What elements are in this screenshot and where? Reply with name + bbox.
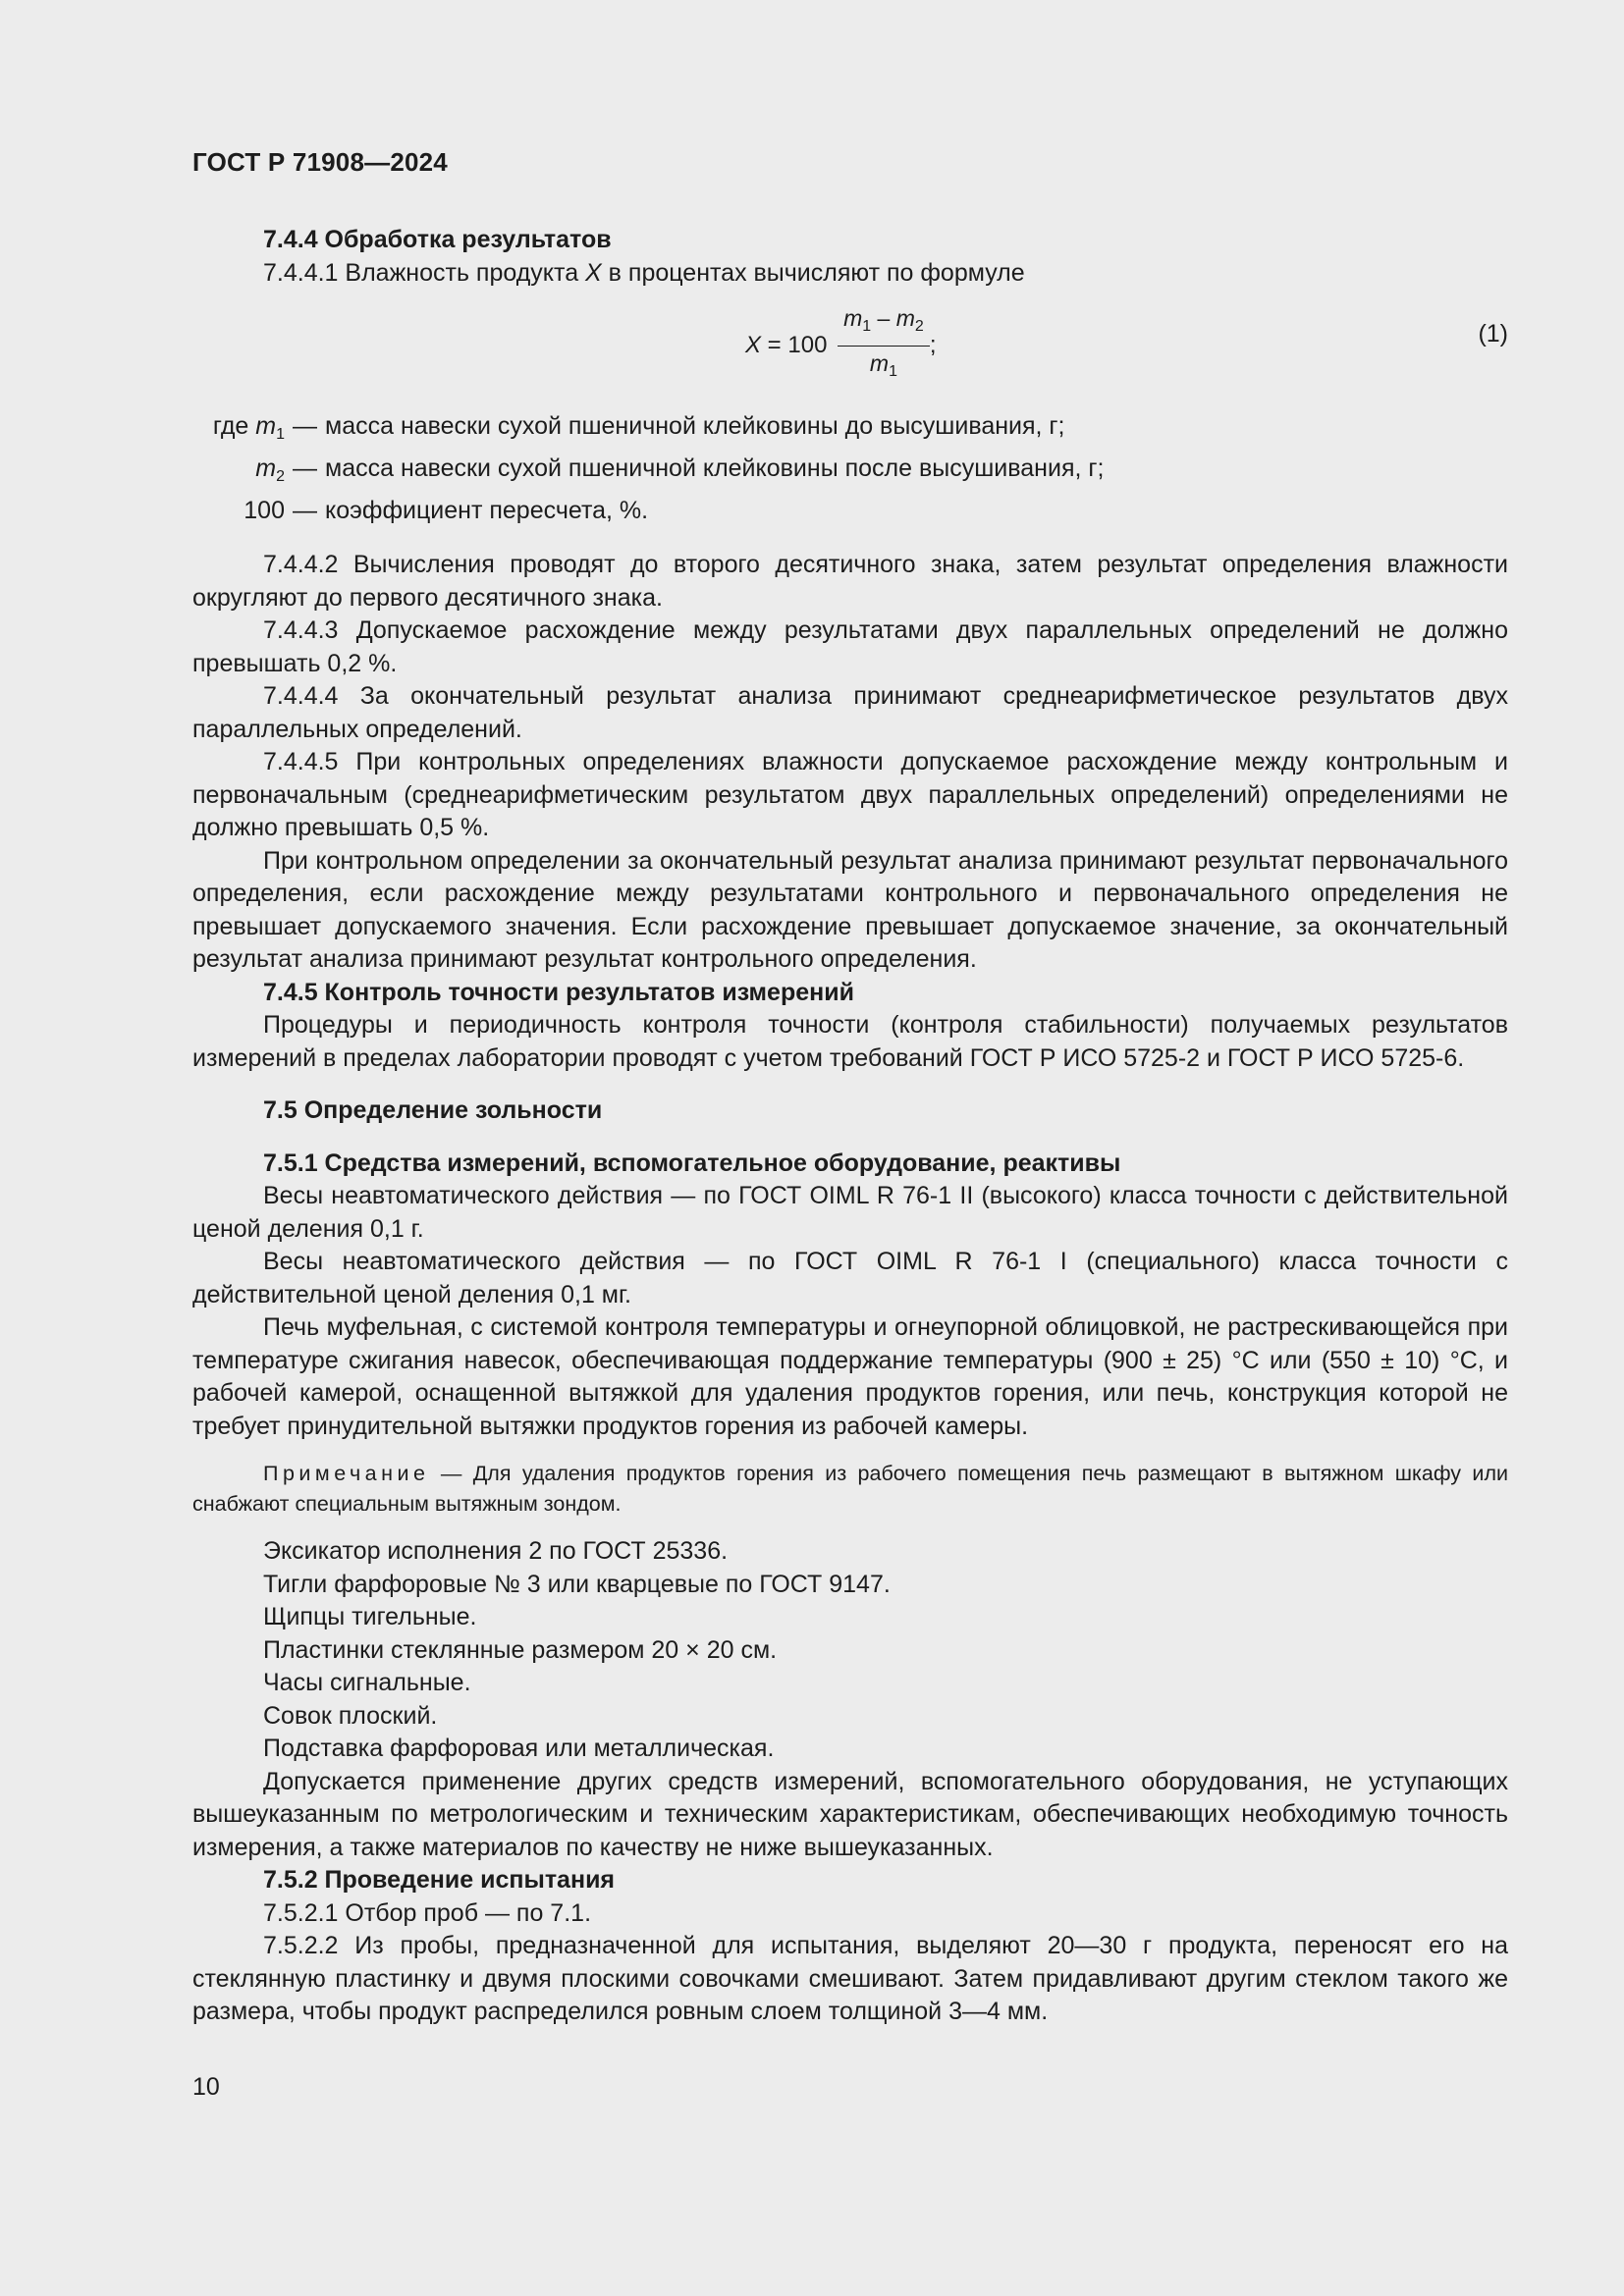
list-item: Щипцы тигельные. — [263, 1603, 477, 1630]
fraction-numerator — [838, 305, 930, 347]
paragraph-7-5-2-1: 7.5.2.1 Отбор проб — по 7.1. — [263, 1898, 592, 1927]
paragraph-7-4-5: Процедуры и периодичность контроля точности (контроля стабильности) получаемых результатов измерений в пределах лаборатории проводят с учетом требований ГОСТ Р ИСО 5725-2 и ГОСТ Р ИСО 5725-6. — [192, 1011, 1508, 1072]
legend-text: масса навески сухой пшеничной клейковины до высушивания, г; — [325, 412, 1065, 440]
section-heading-7-4-4: 7.4.4 Обработка результатов — [263, 226, 612, 253]
page-number: 10 — [192, 2073, 220, 2101]
legend-dash: — — [293, 454, 317, 482]
legend-dash: — — [293, 412, 317, 440]
variable-x: X — [585, 258, 602, 287]
legend-row — [192, 494, 1508, 527]
fraction-denominator — [870, 347, 897, 385]
document-header: ГОСТ Р 71908—2024 — [192, 147, 448, 177]
paragraph-scales-special: Весы неавтоматического действия — по ГОСТ OIML R 76-1 I (специального) класса точности с действительной ценой деления 0,1 мг. — [192, 1248, 1508, 1308]
list-item: Подставка фарфоровая или металлическая. — [263, 1735, 775, 1762]
list-item: Тигли фарфоровые № 3 или кварцевые по ГОСТ 9147. — [263, 1570, 891, 1598]
list-item: Часы сигнальные. — [263, 1669, 471, 1696]
legend-var: m — [255, 412, 277, 440]
legend-symbol — [192, 409, 285, 452]
list-item: Эксикатор исполнения 2 по ГОСТ 25336. — [263, 1537, 729, 1565]
paragraph-alternatives: Допускается применение других средств измерений, вспомогательного оборудования, не уступающих вышеуказанным по метрологическим и техническим характеристикам, обеспечивающих необходимую точность измерения, а также материалов по качеству не ниже вышеуказанных. — [192, 1767, 1508, 1861]
paragraph-7-5-2-2: 7.5.2.2 Из пробы, предназначенной для испытания, выделяют 20—30 г продукта, переносят его на стеклянную пластинку и двумя плоскими совочками смешивают. Затем придавливают другим стеклом такого же размера, чтобы продукт распределился ровным слоем толщиной 3—4 мм. — [192, 1932, 1508, 2025]
legend-row — [192, 452, 1508, 494]
legend-var: 100 — [244, 497, 285, 524]
paragraph-7-4-4-2: 7.4.4.2 Вычисления проводят до второго десятичного знака, затем результат определения влажности округляют до первого десятичного знака. — [192, 551, 1508, 612]
formula-1 — [192, 292, 1508, 390]
list-item: Совок плоский. — [263, 1701, 438, 1730]
legend-symbol — [192, 452, 285, 494]
para-text: 7.4.4.1 Влажность продукта — [263, 258, 586, 287]
note — [192, 1459, 1508, 1520]
formula-body — [745, 305, 936, 385]
den-var: m — [869, 350, 890, 376]
num-sub-a: 1 — [862, 318, 872, 335]
num-var-b: m — [895, 305, 915, 331]
section-heading-7-4-5: 7.4.5 Контроль точности результатов измерений — [263, 978, 854, 1006]
formula-semicolon: ; — [929, 331, 937, 358]
page-content — [192, 224, 1508, 2029]
legend-dash: — — [293, 497, 317, 524]
note-text: — Для удаления продуктов горения из рабочего помещения печь размещают в вытяжном шкафу или снабжают специальным вытяжным зондом. — [192, 1462, 1508, 1516]
legend-symbol — [192, 494, 285, 527]
den-sub: 1 — [889, 363, 897, 380]
section-heading-7-5-1: 7.5.1 Средства измерений, вспомогательное оборудование, реактивы — [263, 1148, 1121, 1177]
legend-text: коэффициент пересчета, %. — [325, 497, 649, 524]
legend-prefix: где — [212, 412, 256, 440]
legend-var: m — [255, 454, 277, 482]
formula-lhs: X — [745, 331, 762, 358]
formula-legend — [192, 409, 1508, 527]
para-text: в процентах вычисляют по формуле — [601, 258, 1025, 287]
num-sub-b: 2 — [914, 318, 924, 335]
formula-number: (1) — [1478, 320, 1508, 347]
legend-text: масса навески сухой пшеничной клейковины после высушивания, г; — [325, 454, 1105, 482]
formula-fraction — [838, 305, 930, 385]
num-var-a: m — [843, 305, 863, 331]
list-item: Пластинки стеклянные размером 20 × 20 см. — [263, 1635, 778, 1664]
paragraph-scales-high: Весы неавтоматического действия — по ГОСТ OIML R 76-1 II (высокого) класса точности с действительной ценой деления 0,1 г. — [192, 1182, 1508, 1243]
formula-equals: = 100 — [761, 331, 835, 358]
paragraph-control-determination: При контрольном определении за окончательный результат анализа принимают результат первоначального определения, если расхождение между результатами контрольного и первоначального определения не превышает допускаемого значения. Если расхождение превышает допускаемое значение, за окончательный результат анализа принимают результат контрольного определения. — [192, 846, 1508, 973]
paragraph-muffle-furnace: Печь муфельная, с системой контроля температуры и огнеупорной облицовкой, не растрескивающейся при температуре сжигания навесок, обеспечивающая поддержание температуры (900 ± 25) °С или (550 ± 10) °С, и рабочей камерой, оснащенной вытяжкой для удаления продуктов горения, или печь, конструкция которой не требует принудительной вытяжки продуктов горения из рабочей камеры. — [192, 1313, 1508, 1440]
paragraph-7-4-4-5: 7.4.4.5 При контрольных определениях влажности допускаемое расхождение между контрольным и первоначальным (среднеарифметическим результатом двух параллельных определений) определениями не должно превышать 0,5 %. — [192, 748, 1508, 841]
legend-row — [192, 409, 1508, 452]
paragraph-7-4-4-3: 7.4.4.3 Допускаемое расхождение между результатами двух параллельных определений не должно превышать 0,2 %. — [192, 616, 1508, 677]
legend-sub: 1 — [276, 426, 285, 443]
section-heading-7-5: 7.5 Определение зольности — [263, 1096, 603, 1124]
paragraph-7-4-4-1 — [192, 257, 1508, 291]
note-label: Примечание — [263, 1462, 430, 1485]
num-operator: – — [871, 305, 896, 331]
equipment-list — [192, 1535, 1508, 1766]
section-heading-7-5-2: 7.5.2 Проведение испытания — [263, 1866, 616, 1894]
legend-sub: 2 — [276, 468, 285, 485]
paragraph-7-4-4-4: 7.4.4.4 За окончательный результат анализа принимают среднеарифметическое результатов двух параллельных определений. — [192, 682, 1508, 743]
